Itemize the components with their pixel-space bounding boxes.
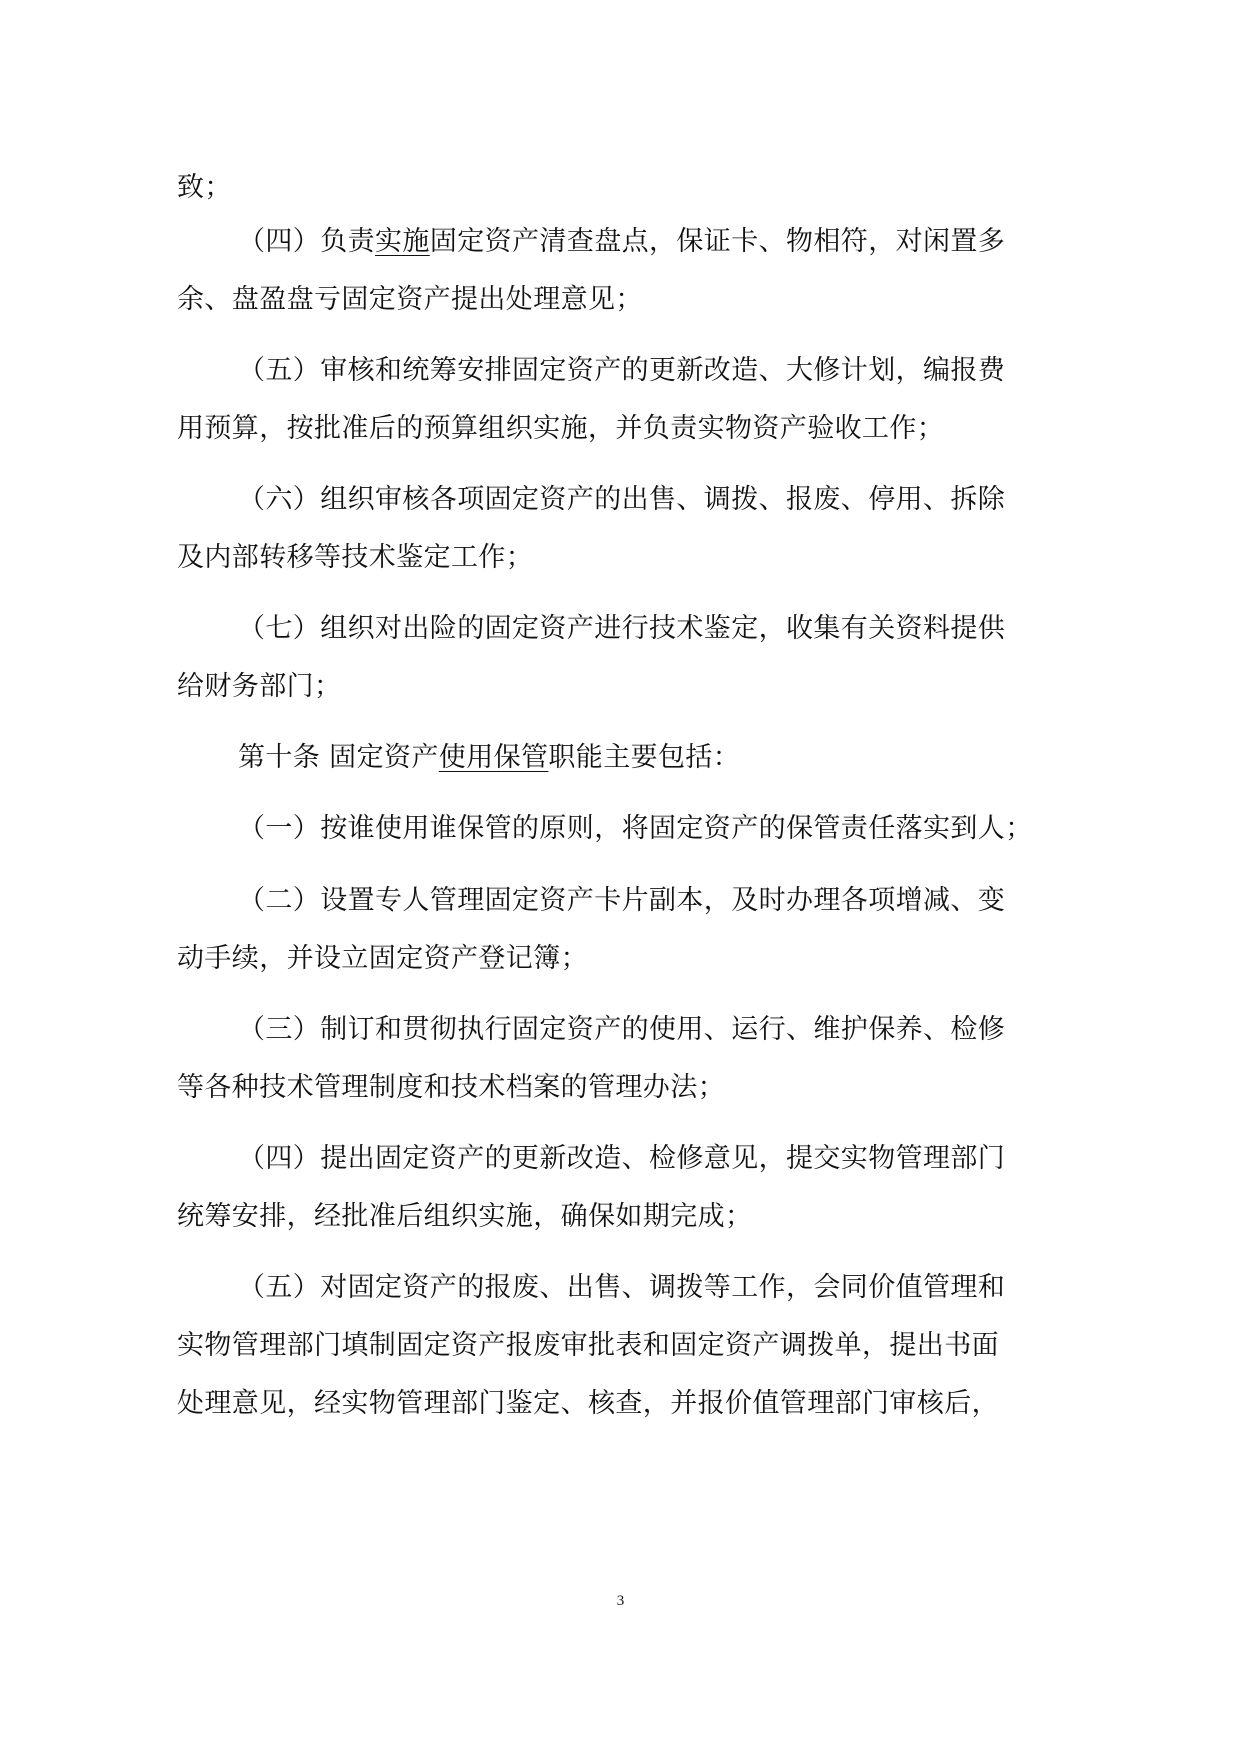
line-text: （五）对固定资产的报废、出售、调拨等工作，会同价值管理和 (238, 1272, 1006, 1303)
line-text: 固定资产清查盘点，保证卡、物相符，对闲置多 (429, 226, 1006, 257)
paragraph-7-line-1 (238, 609, 1078, 649)
paragraph-6-line-1 (238, 480, 1078, 520)
line-text: 及内部转移等技术鉴定工作； (177, 542, 534, 573)
paragraph-5-line-1 (238, 351, 1078, 391)
article-10-heading (238, 738, 1078, 778)
underlined-text: 实施 (375, 226, 430, 257)
item-2-line-2 (177, 939, 1077, 979)
line-text: （二）设置专人管理固定资产卡片副本，及时办理各项增减、变 (238, 885, 1006, 916)
line-text: （一）按谁使用谁保管的原则，将固定资产的保管责任落实到人； (238, 813, 1033, 844)
line-text: 实物管理部门填制固定资产报废审批表和固定资产调拨单，提出书面 (177, 1330, 999, 1361)
line-text: 用预算，按批准后的预算组织实施，并负责实物资产验收工作； (177, 413, 945, 444)
text-line (177, 168, 1077, 208)
line-text: （七）组织对出险的固定资产进行技术鉴定，收集有关资料提供 (238, 613, 1006, 644)
line-text: （五）审核和统筹安排固定资产的更新改造、大修计划，编报费 (238, 355, 1006, 386)
line-text: （六）组织审核各项固定资产的出售、调拨、报废、停用、拆除 (238, 484, 1006, 515)
item-3-line-2 (177, 1068, 1077, 1108)
item-1-line (238, 809, 1078, 849)
item-3-line-1 (238, 1010, 1078, 1050)
line-text: 给财务部门； (177, 671, 342, 702)
item-4-line-1 (238, 1139, 1078, 1179)
line-text: 动手续，并设立固定资产登记簿； (177, 943, 588, 974)
line-text: 统筹安排，经批准后组织实施，确保如期完成； (177, 1201, 753, 1232)
line-text: 处理意见，经实物管理部门鉴定、核查，并报价值管理部门审核后， (177, 1388, 999, 1419)
line-text: （四）提出固定资产的更新改造、检修意见，提交实物管理部门 (238, 1143, 1006, 1174)
paragraph-7-line-2 (177, 667, 1077, 707)
item-5-line-3 (177, 1384, 1077, 1424)
line-text: 余、盘盈盘亏固定资产提出处理意见； (177, 284, 643, 315)
paragraph-4-line-1 (238, 222, 1078, 262)
line-text: 第十条 固定资产 (238, 742, 439, 773)
item-5-line-2 (177, 1326, 1077, 1366)
paragraph-5-line-2 (177, 409, 1077, 449)
item-2-line-1 (238, 881, 1078, 921)
line-text: 职能主要包括： (548, 742, 741, 773)
item-5-line-1 (238, 1268, 1078, 1308)
page-number: 3 (616, 1593, 625, 1609)
line-text: （四）负责 (238, 226, 375, 257)
line-text: （三）制订和贯彻执行固定资产的使用、运行、维护保养、检修 (238, 1014, 1006, 1045)
line-text: 等各种技术管理制度和技术档案的管理办法； (177, 1072, 725, 1103)
item-4-line-2 (177, 1197, 1077, 1237)
underlined-text: 使用保管 (438, 742, 549, 773)
paragraph-4-line-2 (177, 280, 1077, 320)
paragraph-6-line-2 (177, 538, 1077, 578)
line-text: 致； (177, 172, 232, 203)
